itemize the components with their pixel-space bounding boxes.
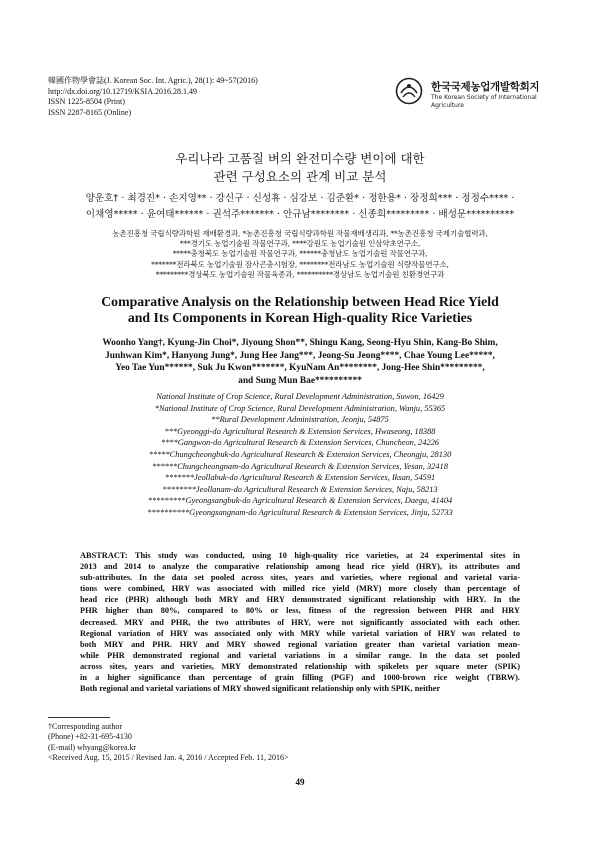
abstract-line: head rice (PHR) although both MRY and HRY demonstrated significant relationship with HRY. In the [80, 595, 520, 605]
abstract-line: decreased. MRY and PHR, the two attributes of HRY, were not significantly associated with each other. [80, 617, 520, 627]
abstract-line: both MRY and PHR. HRY and MRY showed regional variation greater than varietal variation mean- [80, 639, 520, 649]
journal-header [48, 76, 258, 118]
abstract-line: while PHR demonstrated regional and varietal variations in a similar range. In the data set pooled [80, 650, 520, 660]
abstract-line: across sites, years and varieties, MRY demonstrated relationship with spikelets per square meter (SPIK) [80, 661, 520, 671]
journal-citation: 韓國作物學會誌(J. Korean Soc. Int. Agric.), 28(1): 49~57(2016) [48, 76, 258, 85]
abstract-line: in a higher significance than percentage of grain filling (PGF) and 1000-brown rice weight (TBRW). [80, 673, 520, 683]
society-name-en: The Korean Society of International Agriculture [431, 94, 537, 109]
korean-title: 우리나라 고품질 벼의 완전미수량 변이에 대한 관련 구성요소의 관계 비교 분석 [175, 151, 425, 184]
abstract [80, 550, 520, 694]
footnote [48, 722, 288, 764]
society-logo [395, 77, 570, 117]
phone: (Phone) +82-31-695-4130 [48, 732, 132, 742]
abstract-line: PHR higher than 80%, compared to 80% or less, fitness of the regression between PHR and HRY [80, 606, 520, 616]
korean-affiliations: 농촌진흥청 국립식량과학원 재배환경과, *농촌진흥청 국립식량과학원 작물재배생리과, **농촌진흥청 국제기술협력과, ***경기도 농업기술원 작물연구과, ****강원도 농업기술원 인삼약초연구소, *****충청북도 농업기술원 작물연구과, ******충청남도 농업기술원 작물연구과, *******전라북도 농업기술원 잠사곤충시험장, ********전라남도 농업기술원 식량작물연구소, *********경상북도 농업기술원 작물육종과, **********경상남도 농업기술원 친환경연구과 [112, 229, 488, 279]
email-link[interactable]: (E-mail) whyang@korea.kr [48, 742, 137, 752]
corresponding-author: †Corresponding author [48, 722, 122, 731]
society-name-kr: 한국국제농업개발학회지 [431, 81, 540, 93]
abstract-line: Regional variation of HRY was associated only with MRY while varietal variation of HRY was related to [80, 628, 520, 638]
doi-link[interactable]: http://dx.doi.org/10.12719/KSIA.2016.28.1.49 [48, 86, 197, 96]
english-authors: Woonho Yang†, Kyung-Jin Choi*, Jiyoung Shon**, Shingu Kang, Seong-Hyu Shin, Kang-Bo Shim, Junhwan Kim*, Hanyong Jung*, Jung Hee Jang***, Jeong-Su Jeong****, Chae Young Lee*****, Yeo Tae Yun******, Suk Ju Kwon*******, KyuNam An********, Jong-Hee Shin*********, and Sung Mun Bae********** [102, 338, 498, 386]
issn-print: ISSN 1225-8504 (Print) [48, 97, 125, 107]
received-dates: <Received Aug. 15, 2015 / Revised Jan. 4, 2016 / Accepted Feb. 11, 2016> [48, 753, 289, 763]
english-affiliations: National Institute of Crop Science, Rural Development Administration, Suwon, 16429 *National Institute of Crop Science, Rural Development Administration, Wanju, 55365 **Rural Development Administration, Jeonju, 54875 ***Gyeonggi-do Agricultural Research & Extension Services, Hwaseong, 18388 ****Gangwon-do Agricultural Research & Extension Services, Chuncheon, 24226 *****Chungcheongbuk-do Agricultural Research & Extension Services, Cheongju, 28130 ******Chungcheongnam-do Agricultural Research & Extension Services, Yesan, 32418 *******Jeollabuk-do Agricultural Research & Extension Services, Iksan, 54591 ********Jeollanam-do Agricultural Research & Extension Services, Naju, 58213 *********Gyeongsangbuk-do Agricultural Research & Extension Services, Daegu, 41404 **********Gyeongsangnam-do Agricultural Research & Extension Services, Jinju, 52733 [147, 392, 453, 517]
issn-online: ISSN 2287-8165 (Online) [48, 107, 132, 117]
footnote-divider [48, 717, 110, 718]
korean-authors: 양운호† · 최경진* · 손지영** · 강신구 · 신성휴 · 심강보 · 김준환* · 정한용* · 장정희*** · 정정수**** · 이채영***** · 윤여태****** · 권석주******* · 안규남******** · 신종희********* · 배성문********** [85, 193, 515, 220]
page-number: 49 [295, 777, 305, 787]
english-title: Comparative Analysis on the Relationship between Head Rice Yield and Its Components in Korean High-quality Rice Varieties [101, 294, 499, 325]
abstract-line: sub-attributes. In the data set pooled across sites, years and varieties, where regional and varietal varia- [80, 573, 520, 583]
abstract-line: Both regional and varietal variations of MRY showed significant relationship only with SPIK, neither [80, 684, 441, 694]
abstract-line: 2013 and 2014 to analyze the comparative relationship among head rice yield (HRY), its attributes and [80, 562, 520, 572]
abstract-line: tions were combined, HRY was associated with milled rice yield (MRY) more closely than percentage of [80, 584, 520, 594]
society-emblem-icon [395, 77, 423, 105]
abstract-line: ABSTRACT: This study was conducted, using 10 high-quality rice varieties, at 24 experimental sites in [80, 551, 520, 560]
